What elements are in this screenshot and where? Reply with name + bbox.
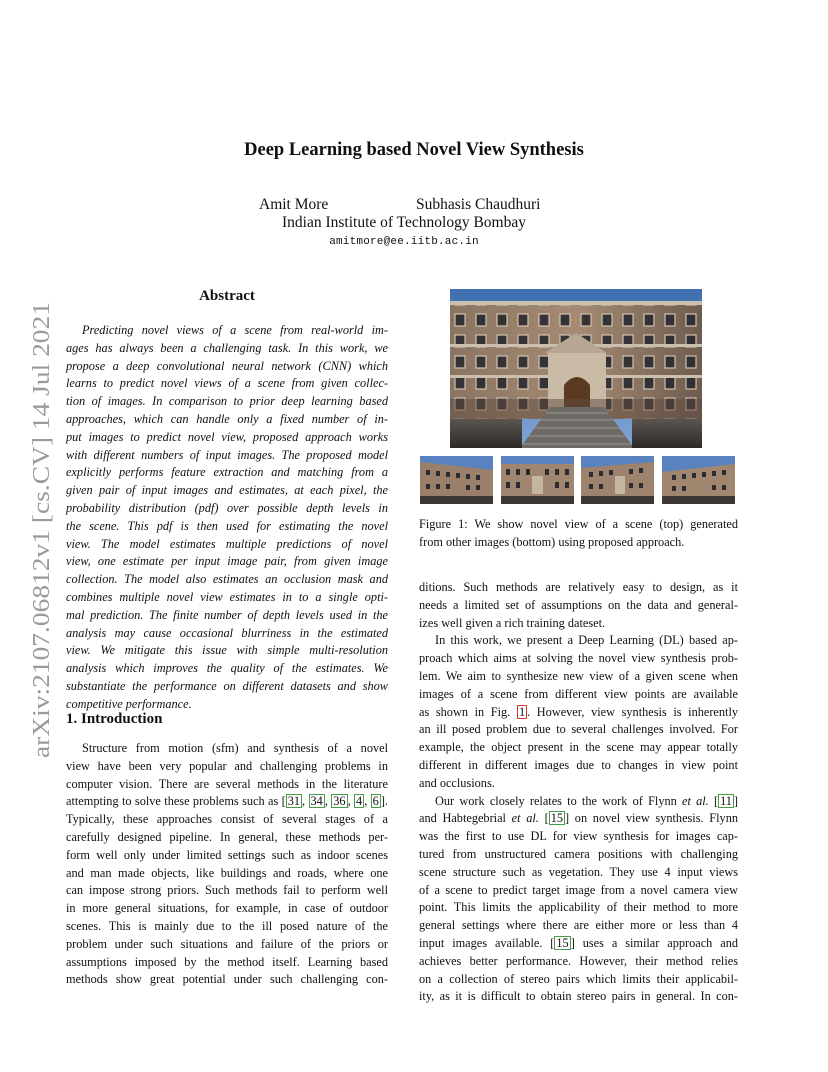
intro-line: Typically, these approaches consist of several stages of a xyxy=(66,812,388,827)
abstract-line: competitive performance. xyxy=(66,696,192,711)
body-line: In this work, we present a Deep Learning (DL) based ap- xyxy=(435,633,738,648)
body-line: an ill posed problem due to several challenges involved. For xyxy=(419,722,738,737)
abstract-line: Predicting novel views of a scene from real-world im- xyxy=(82,323,388,337)
input-image-thumbnail xyxy=(581,456,654,504)
body-line: achieves better performance. However, their method relies xyxy=(419,953,738,968)
introduction-body xyxy=(66,740,388,989)
body-line: images of a scene from different view points are available xyxy=(419,686,738,701)
intro-line: methods show great potential under such challenging con- xyxy=(66,972,388,987)
input-image-thumbnail xyxy=(662,456,735,504)
arxiv-identifier-text: arXiv:2107.06812v1 [cs.CV] 14 Jul 2021 xyxy=(28,351,55,758)
citation-link[interactable]: 15 xyxy=(550,811,563,826)
citation-link[interactable]: 4 xyxy=(356,794,363,809)
body-line: ditions. Such methods are relatively easy to design, as it xyxy=(419,580,738,594)
arxiv-identifier xyxy=(20,300,56,760)
abstract-line: propose a deep convolutional neural network (CNN) which xyxy=(66,358,388,373)
intro-line: in more general situations, for example, in case of outdoor xyxy=(66,901,388,916)
body-line: lem. We aim to synthesize new view of a given scene when xyxy=(419,668,738,683)
intro-line: view have been very popular and challenging problems in xyxy=(66,758,388,773)
intro-line: problem under such situations and failure of the priors or xyxy=(66,936,388,951)
figure-reference-link[interactable]: 1 xyxy=(518,704,526,719)
abstract-line: given pair of input images and estimates, at each pixel, the xyxy=(66,483,388,498)
body-line: as shown in Fig. 1 . However, view synthesis is inherently xyxy=(419,704,739,719)
citation-link[interactable]: 34 xyxy=(310,794,323,809)
abstract-line: mal prediction. The finite number of depth levels used in the xyxy=(66,607,388,622)
intro-line: Structure from motion (sfm) and synthesis of a novel xyxy=(82,741,388,755)
abstract-line: learns to predict novel views of a scene from given collec- xyxy=(66,376,388,391)
body-line: input images available. [ 15 ] uses a similar approach and xyxy=(419,935,738,950)
author-email[interactable]: amitmore@ee.iitb.ac.in xyxy=(329,236,479,248)
body-line: ity, as it is difficult to obtain stereo pairs in general. In con- xyxy=(419,989,738,1004)
abstract-line: substantiate the performance on different datasets and show xyxy=(66,678,388,693)
abstract-line: approaches, which can handle only a fixed number of in- xyxy=(66,411,388,426)
body-line: on a collection of stereo pairs which limits their applicabil- xyxy=(419,971,738,986)
citation-link[interactable]: 31 xyxy=(287,794,301,809)
intro-line: computer vision. There are several methods in the literature xyxy=(66,776,388,791)
abstract-line: probability distribution (pdf) over possible depth levels in xyxy=(66,500,388,515)
input-image-thumbnail xyxy=(501,456,574,504)
figure-1-novel-view-image xyxy=(450,289,702,448)
affiliation: Indian Institute of Technology Bombay xyxy=(281,214,526,231)
abstract-line: tion of images. In comparison to prior deep learning based xyxy=(66,394,388,409)
body-line: different in different images due to changes in view point xyxy=(419,757,738,772)
abstract-line: combines multiple novel view estimates in to a single opti- xyxy=(66,589,388,604)
abstract-line: ages has always been a challenging task. In this work, we xyxy=(66,340,388,355)
caption-line: from other images (bottom) using proposed approach. xyxy=(419,534,685,549)
body-line: proach which aims at solving the novel view synthesis prob- xyxy=(419,651,738,666)
body-line: scene structure such as vegetation. They use 4 input views xyxy=(419,864,738,879)
body-line: of a scene to predict target image from a novel camera view xyxy=(419,882,738,897)
abstract-line: the scene. This pdf is then used for estimating the novel xyxy=(66,518,388,533)
abstract-line: analysis which improves the quality of the estimates. We xyxy=(66,661,388,676)
input-image-thumbnail xyxy=(420,456,493,504)
intro-line: attempting to solve these problems such as [ 31 , 34 , 36 , 4 , 6 ]. xyxy=(66,794,388,809)
citation-link[interactable]: 11 xyxy=(720,793,732,808)
author-1: Amit More xyxy=(259,196,329,213)
body-line: was the first to use DL for view synthesis for images cap- xyxy=(419,829,738,844)
body-line: tured from unstructured camera positions with challenging xyxy=(419,846,738,861)
abstract-line: put images to predict novel view, proposed approach works xyxy=(66,429,388,444)
paper-title: Deep Learning based Novel View Synthesis xyxy=(244,140,584,160)
abstract-line: analysis may cause occasional blurriness in the estimated xyxy=(66,625,388,640)
body-line: Our work closely relates to the work of Flynn et al. [ 11 ] xyxy=(435,793,739,808)
abstract-line: collection. The model also estimates an occlusion mask and xyxy=(66,572,388,587)
abstract-body xyxy=(66,322,388,714)
intro-line: carefully designed pipeline. In general, these methods per- xyxy=(66,829,388,844)
intro-line: and man made objects, like buildings and roads, where one xyxy=(66,865,388,880)
abstract-line: view. The model estimates multiple predictions of novel xyxy=(66,536,388,551)
abstract-heading: Abstract xyxy=(199,288,255,304)
author-2: Subhasis Chaudhuri xyxy=(416,196,541,213)
intro-line: can impose strong priors. Such methods fail to perform well xyxy=(66,883,388,898)
body-line: needs a limited set of assumptions on the data and general- xyxy=(419,597,738,612)
body-line: izes well given a rich training dateset. xyxy=(419,615,606,630)
body-line: and Habtegebrial et al. [ 15 ] on novel view synthesis. Flynn xyxy=(419,811,738,826)
intro-line: form well only under limited settings such as indoor scenes xyxy=(66,847,388,862)
body-line: example, the object present in the scene may appear totally xyxy=(419,740,738,755)
abstract-line: explicitly performs feature extraction and matching from a xyxy=(66,465,388,480)
body-line: point. This limits the applicability of their method to more xyxy=(419,900,738,915)
citation-link[interactable]: 36 xyxy=(333,794,346,809)
right-column-body xyxy=(419,579,738,1006)
section-heading-introduction: 1. Introduction xyxy=(66,711,163,727)
body-line: general settings where there are either more or less than 4 xyxy=(419,918,738,933)
body-line: and occlusions. xyxy=(419,775,495,790)
citation-link[interactable]: 6 xyxy=(372,794,379,809)
abstract-line: with different numbers of input images. The proposed model xyxy=(66,447,388,462)
intro-line: assumptions imposed by the method itself. Learning based xyxy=(66,954,388,969)
figure-1-input-images xyxy=(420,456,736,504)
abstract-line: view. We mitigate this issue with simple multi-resolution xyxy=(66,643,388,658)
citation-link[interactable]: 15 xyxy=(556,935,569,950)
intro-line: scenes. This is mainly due to the ill posed nature of the xyxy=(66,918,388,933)
figure-1-caption xyxy=(419,516,738,551)
abstract-line: view, one estimate per input image pair, from given image xyxy=(66,554,388,569)
caption-line: Figure 1: We show novel view of a scene (top) generated xyxy=(419,517,738,531)
